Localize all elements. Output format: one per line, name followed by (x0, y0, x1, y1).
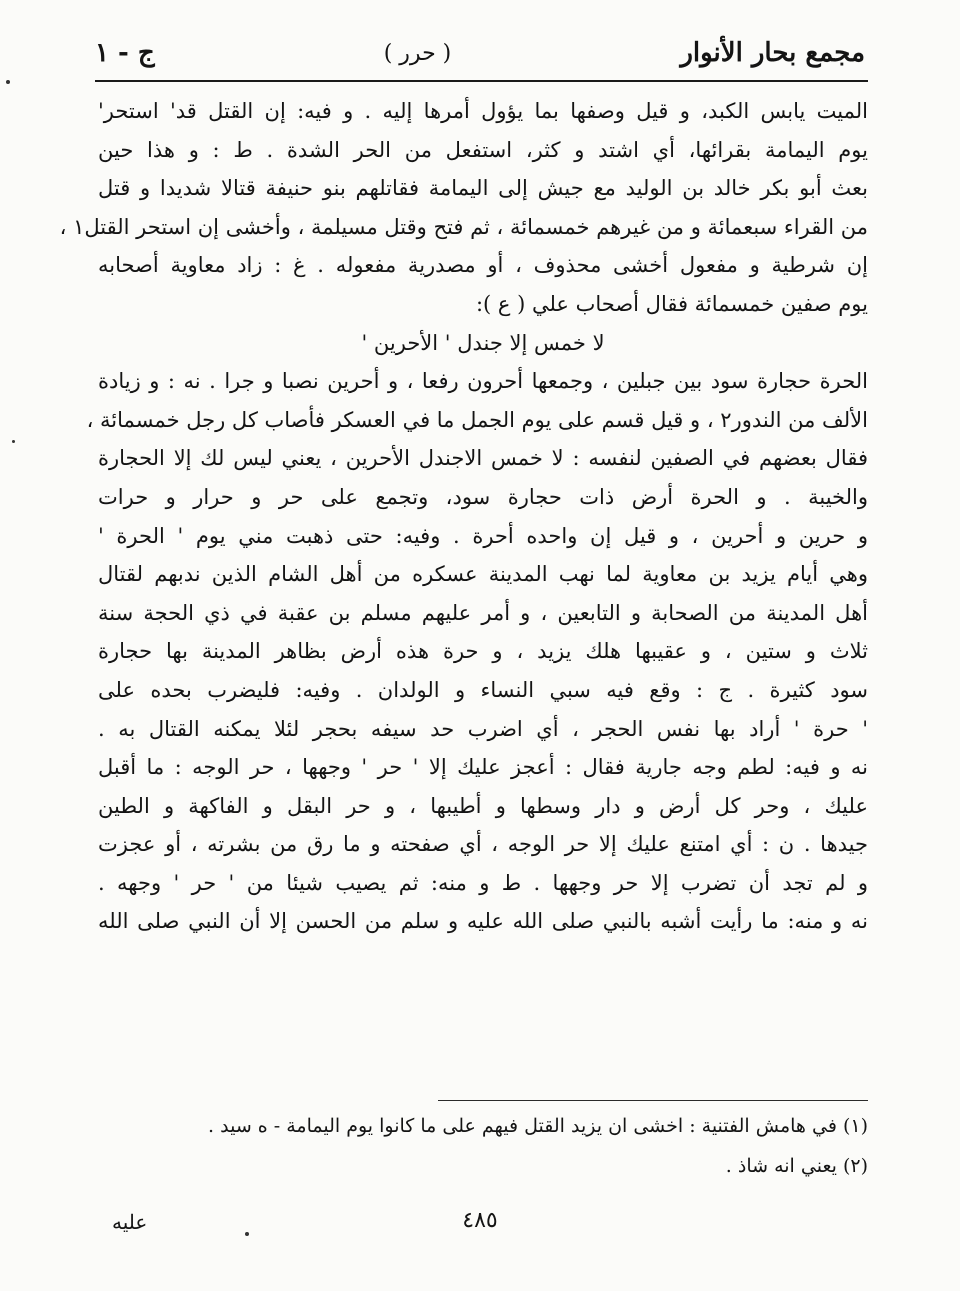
text-line: فقال بعضهم في الصفين لنفسه : لا خمس الاجندل الأحرين ، يعني ليس لك إلا الحجارة (98, 446, 868, 471)
footnote-rule (438, 1100, 868, 1101)
volume-label: ج - ١ (95, 38, 155, 68)
footnote-1: (١) في هامش الفتنية : اخشى ان يزيد القتل فيهم على ما كانوا يوم اليمامة - ه سيد . (208, 1115, 868, 1137)
text-line: ' حرة ' أراد بها نفس الحجر ، أي اضرب حد سيفه بحجر لئلا يمكنه القتال به . (98, 716, 868, 741)
text-line: سود كثيرة . ج : وقع فيه سبي النساء و الولدان . وفيه: فليضرب بحده على (98, 677, 868, 702)
text-line: وهي أيام يزيد بن معاوية لما نهب المدينة عسكره من أهل الشام الذين ندبهم لقتال (98, 562, 868, 587)
running-header (95, 30, 865, 76)
text-line: يوم صفين خمسمائة فقال أصحاب علي ( ع ): (475, 291, 868, 316)
page-number: ٤٨٥ (462, 1208, 498, 1233)
text-line: من القراء سبعمائة و من غيرهم خمسمائة ، ثم فتح وقتل مسيلمة ، وأخشى إن استحر القتل١ ، (59, 214, 868, 239)
text-line: ثلاث و ستين ، و عقيبها هلك يزيد ، و حرة هذه أرض بظاهر المدينة بها حجارة (98, 639, 868, 664)
text-line: الميت يابس الكبد، و قيل وصفها بما يؤول أمرها إليه . و فيه: إن القتل قد' استحر' (98, 99, 868, 123)
text-line: عليك ، وحر كل أرض و دار وسطها و أطيبها ، و حر البقل و الفاكهة و الطين (98, 793, 868, 818)
text-line: و حرين و أحرين ، و قيل إن واحده أحرة . وفيه: حتى ذهبت مني يوم ' الحرة ' (98, 523, 868, 548)
entry-heading: ( حرر ) (383, 40, 452, 66)
footnotes (98, 1106, 868, 1186)
text-line: بعث أبو بكر خالد بن الوليد مع جيش إلى اليمامة فقاتلهم بنو حنيفة قتالا شديدا و قتل (98, 176, 868, 201)
text-line: أهل المدينة من الصحابة و التابعين ، و أمر عليهم مسلم بن عقبة في ذي الحجة سنة (98, 600, 868, 625)
text-line: الألف من الندور٢ ، و قيل قسم على يوم الجمل ما في العسكر فأصاب كل رجل خمسمائة ، (86, 407, 868, 432)
scan-speck (245, 1232, 249, 1236)
text-line: و لم تجد أن تضرب إلا حر وجهها . ط و منه: ثم يصيب شيئا من ' حر ' وجهه . (98, 870, 868, 895)
verse-line: لا خمس إلا جندل ' الأحرين ' (361, 330, 605, 355)
book-title: مجمع بحار الأنوار (680, 38, 865, 68)
scan-speck (12, 440, 15, 443)
header-rule (95, 80, 868, 82)
text-line: الحرة حجارة سود بين جبلين ، وجمعها أحرون رفعا ، و أحرين نصبا و جرا . نه : و زيادة (98, 369, 868, 394)
text-line: نه و منه: ما رأيت أشبه بالنبي صلى الله عليه و سلم من الحسن إلا أن النبي صلى الله (98, 909, 868, 934)
text-line: نه و فيه: لطم وجه جارية فقال : أعجز عليك إلا ' حر ' وجهها ، حر الوجه : ما أقبل (98, 755, 868, 780)
scan-speck (6, 80, 10, 84)
text-line: والخيبة . و الحرة أرض ذات حجارة سود، وتجمع على حر و حرار و حرات (98, 484, 868, 509)
footnote-2: (٢) يعني انه شاذ . (725, 1155, 868, 1177)
catchword: عليه (112, 1210, 148, 1234)
main-text (59, 92, 868, 941)
text-line: يوم اليمامة بقرائها، أي اشتد و كثر، استفعل من الحر الشدة . ط : و هذا حين (98, 137, 868, 162)
text-line: إن شرطية و مفعول أخشى محذوف ، أو مصدرية مفعوله . غ : زاد معاوية أصحابه (98, 253, 868, 278)
text-line: جيدها . ن : أي امتنع عليك إلا حر الوجه ، أي صفحته و ما رق من بشرته ، أو عجزت (98, 832, 868, 857)
